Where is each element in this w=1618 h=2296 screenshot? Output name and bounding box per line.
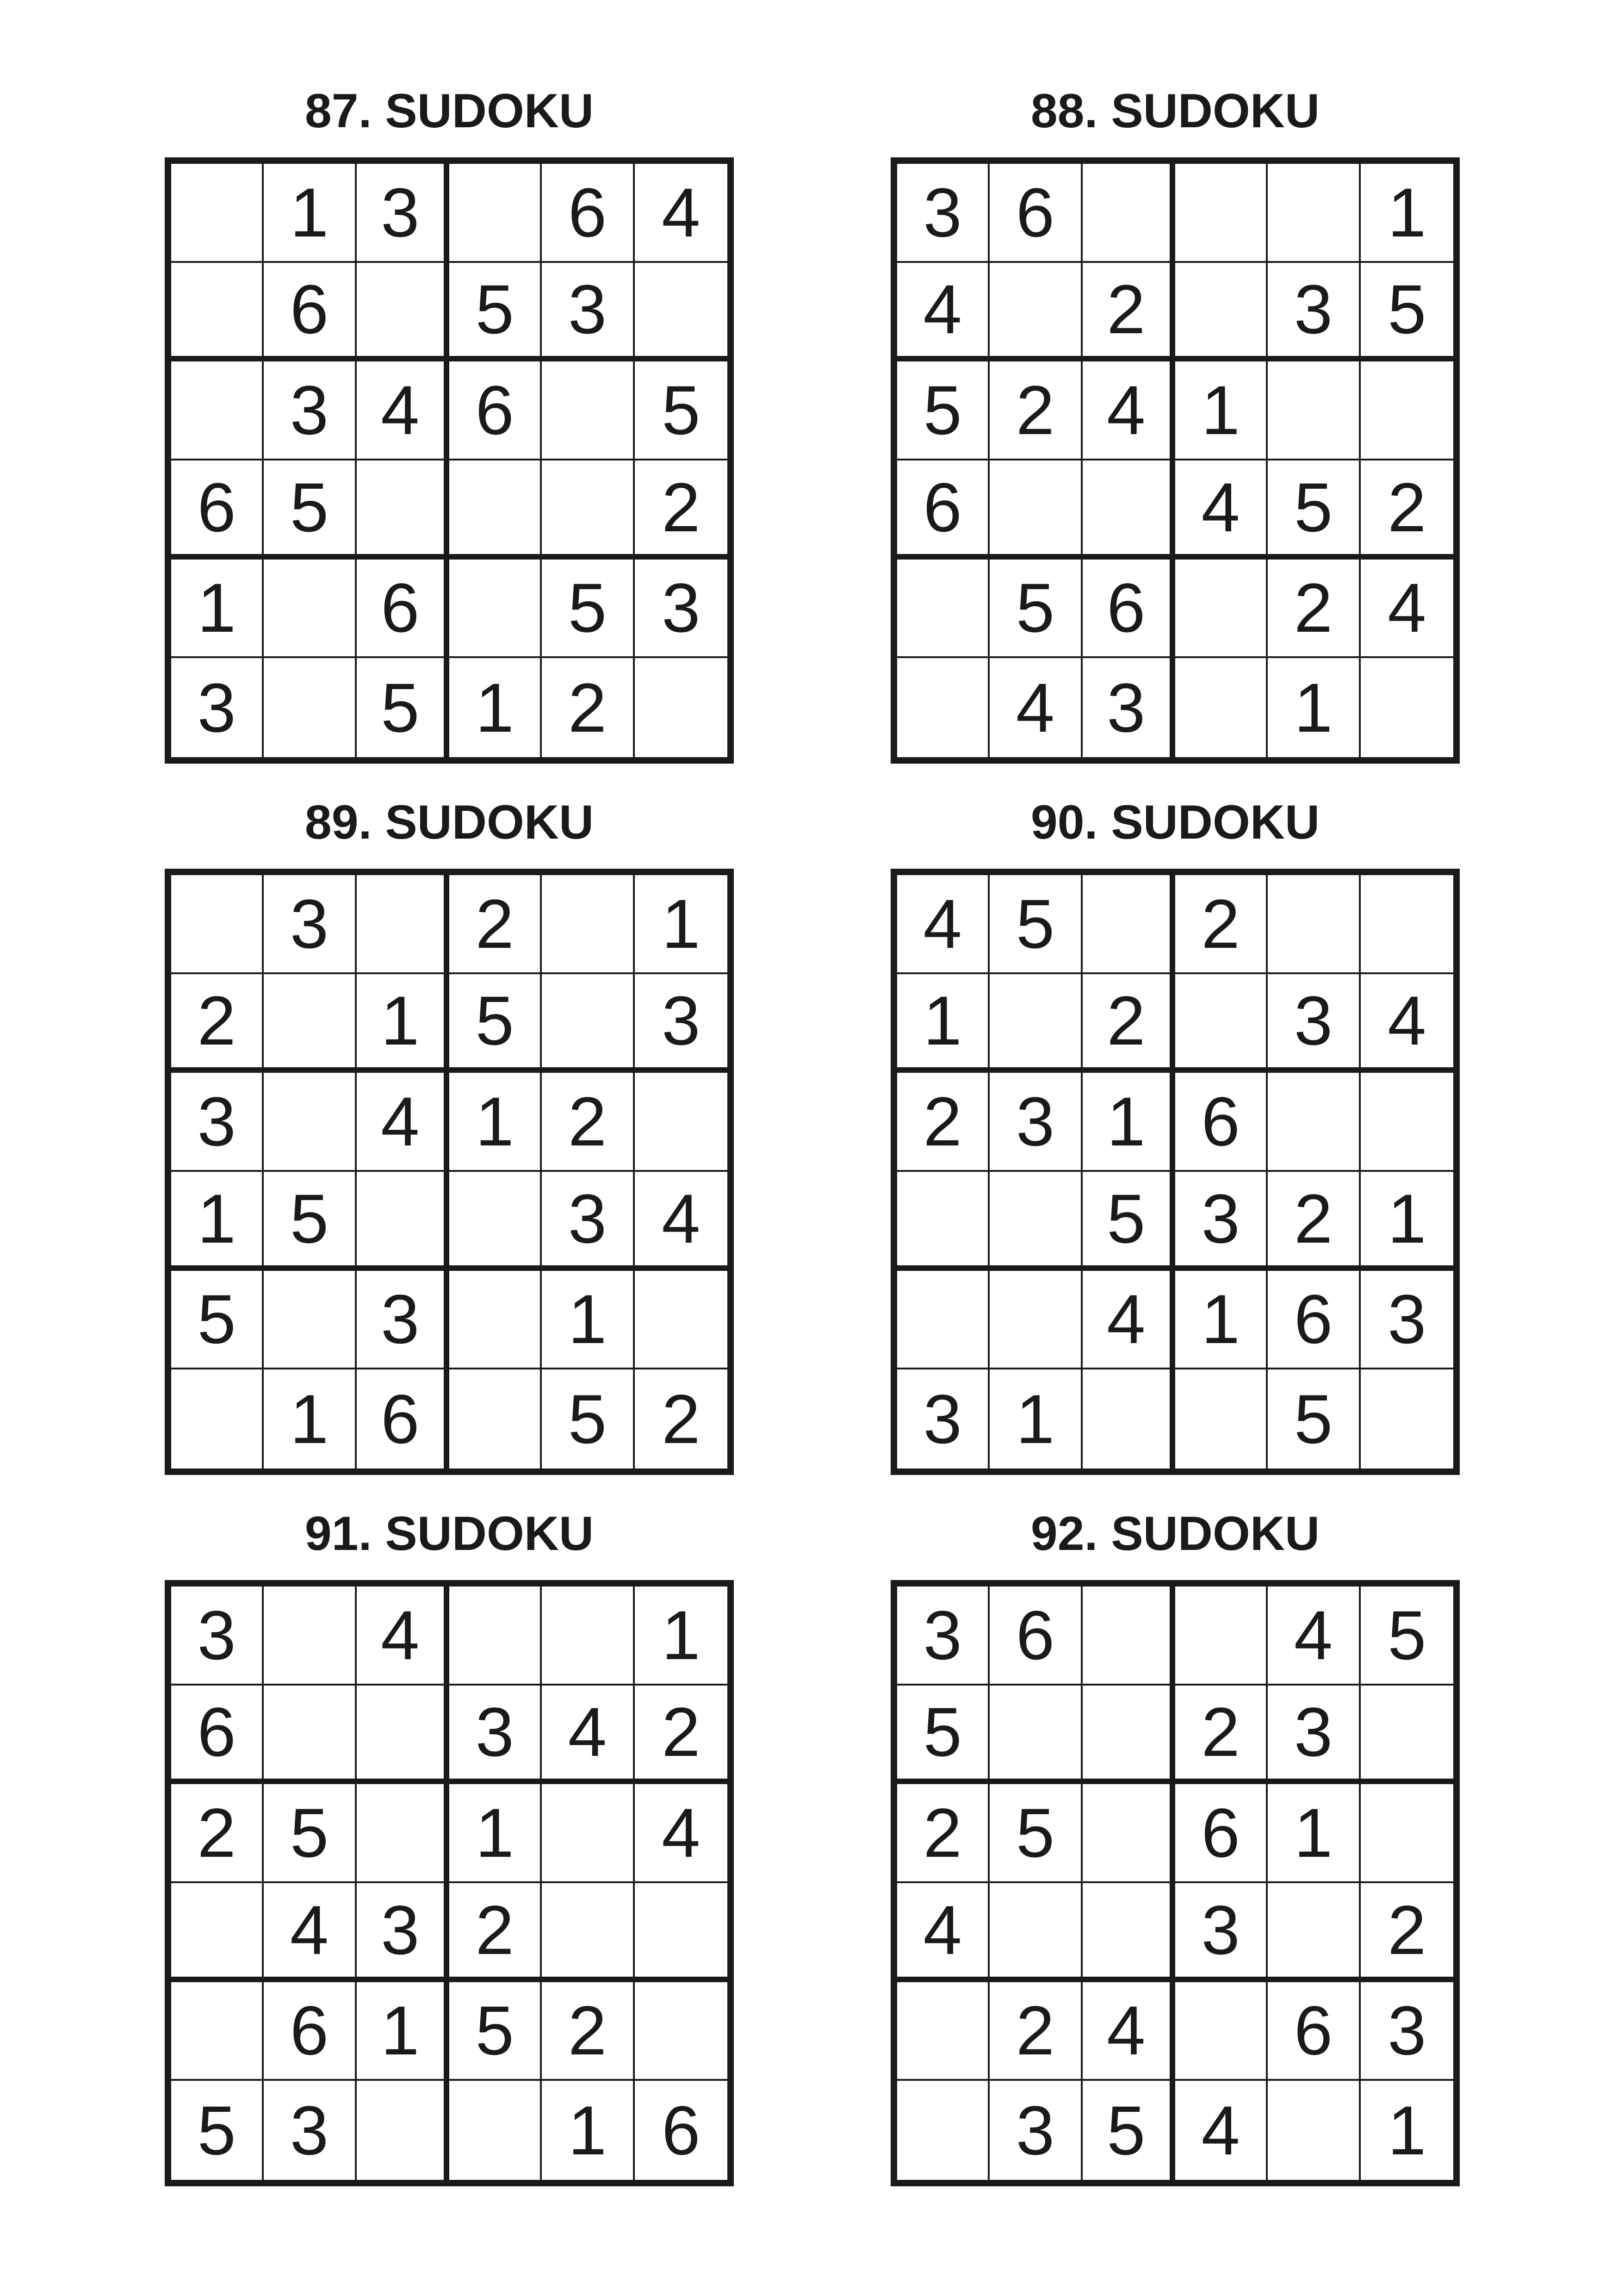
grid-cell: 2 xyxy=(990,1982,1082,2081)
grid-cell: 5 xyxy=(1361,263,1453,362)
grid-cell: 3 xyxy=(897,1587,990,1686)
grid-cell xyxy=(264,658,356,757)
grid-cell xyxy=(357,263,449,362)
grid-cell: 5 xyxy=(1268,1369,1360,1468)
sudoku-grid xyxy=(891,157,1460,764)
grid-cell xyxy=(357,875,449,974)
grid-cell xyxy=(449,164,542,263)
grid-cell xyxy=(357,460,449,560)
grid-cell: 1 xyxy=(897,974,990,1073)
grid-cell: 6 xyxy=(357,1369,449,1468)
grid-cell: 5 xyxy=(171,2081,264,2180)
grid-cell: 1 xyxy=(542,1271,634,1370)
grid-cell: 5 xyxy=(1083,2081,1175,2180)
grid-cell: 5 xyxy=(357,658,449,757)
grid-cell: 4 xyxy=(542,1686,634,1785)
grid-cell: 6 xyxy=(1175,1073,1268,1172)
grid-cell: 3 xyxy=(635,974,727,1073)
grid-cell: 1 xyxy=(1268,658,1360,757)
grid-cell: 3 xyxy=(171,658,264,757)
grid-cell: 1 xyxy=(542,2081,634,2180)
grid-cell: 2 xyxy=(1268,560,1360,659)
grid-cell xyxy=(1083,1883,1175,1982)
grid-cell: 3 xyxy=(542,1172,634,1271)
grid-cell: 2 xyxy=(542,658,634,757)
grid-cell xyxy=(1175,164,1268,263)
grid-cell: 5 xyxy=(1268,460,1360,560)
grid-cell: 6 xyxy=(542,164,634,263)
grid-cell: 1 xyxy=(449,658,542,757)
grid-cell: 3 xyxy=(990,1073,1082,1172)
grid-cell: 2 xyxy=(171,974,264,1073)
grid-cell xyxy=(264,1073,356,1172)
grid-cell: 5 xyxy=(990,560,1082,659)
grid-cell: 4 xyxy=(897,1883,990,1982)
grid-cell xyxy=(1175,1587,1268,1686)
grid-cell xyxy=(1361,875,1453,974)
grid-cell xyxy=(1083,1587,1175,1686)
grid-cell: 5 xyxy=(264,1784,356,1883)
grid-cell xyxy=(1175,1982,1268,2081)
grid-cell: 4 xyxy=(1175,2081,1268,2180)
grid-cell xyxy=(1268,1073,1360,1172)
grid-cell: 6 xyxy=(357,560,449,659)
grid-cell: 6 xyxy=(171,460,264,560)
grid-cell xyxy=(635,263,727,362)
grid-cell: 4 xyxy=(1361,974,1453,1073)
grid-cell: 6 xyxy=(264,1982,356,2081)
grid-cell: 3 xyxy=(357,1271,449,1370)
grid-cell xyxy=(1175,974,1268,1073)
grid-cell: 2 xyxy=(635,460,727,560)
grid-cell: 3 xyxy=(1083,658,1175,757)
grid-cell: 1 xyxy=(171,1172,264,1271)
grid-cell xyxy=(264,560,356,659)
grid-cell: 1 xyxy=(635,875,727,974)
grid-cell: 5 xyxy=(897,1686,990,1785)
grid-cell: 4 xyxy=(990,658,1082,757)
grid-cell xyxy=(1361,1784,1453,1883)
grid-cell: 4 xyxy=(1083,1271,1175,1370)
grid-cell: 2 xyxy=(449,1883,542,1982)
grid-cell: 2 xyxy=(542,1073,634,1172)
grid-cell xyxy=(1268,164,1360,263)
grid-cell xyxy=(542,460,634,560)
grid-cell: 3 xyxy=(357,1883,449,1982)
grid-cell: 6 xyxy=(171,1686,264,1785)
grid-cell: 4 xyxy=(897,875,990,974)
grid-cell xyxy=(171,1369,264,1468)
grid-cell: 2 xyxy=(1175,1686,1268,1785)
grid-cell: 5 xyxy=(171,1271,264,1370)
grid-cell: 2 xyxy=(1361,1883,1453,1982)
grid-cell: 2 xyxy=(171,1784,264,1883)
grid-cell: 4 xyxy=(1175,460,1268,560)
puzzle-title: 89. SUDOKU xyxy=(304,796,594,849)
grid-cell xyxy=(449,1271,542,1370)
grid-cell: 5 xyxy=(990,875,1082,974)
grid-cell: 3 xyxy=(171,1587,264,1686)
grid-cell xyxy=(897,658,990,757)
grid-cell xyxy=(897,1172,990,1271)
grid-cell: 1 xyxy=(1268,1784,1360,1883)
grid-cell xyxy=(635,1883,727,1982)
grid-cell: 5 xyxy=(542,560,634,659)
grid-cell xyxy=(449,460,542,560)
grid-cell: 1 xyxy=(357,1982,449,2081)
grid-cell xyxy=(357,1172,449,1271)
grid-cell: 4 xyxy=(897,263,990,362)
grid-cell xyxy=(897,1271,990,1370)
grid-cell: 2 xyxy=(897,1073,990,1172)
grid-cell: 4 xyxy=(635,1172,727,1271)
grid-cell xyxy=(1175,263,1268,362)
grid-cell: 6 xyxy=(1175,1784,1268,1883)
grid-cell: 5 xyxy=(897,361,990,460)
grid-cell xyxy=(1268,2081,1360,2180)
grid-cell: 2 xyxy=(1268,1172,1360,1271)
grid-cell xyxy=(542,361,634,460)
grid-cell: 2 xyxy=(990,361,1082,460)
grid-cell xyxy=(171,1982,264,2081)
grid-cell: 3 xyxy=(897,164,990,263)
grid-cell xyxy=(264,1587,356,1686)
grid-cell xyxy=(542,1587,634,1686)
grid-cell: 4 xyxy=(357,1587,449,1686)
grid-cell xyxy=(542,974,634,1073)
grid-cell: 2 xyxy=(662,1380,701,1458)
grid-cell xyxy=(542,1883,634,1982)
grid-cell: 6 xyxy=(1268,1271,1360,1370)
grid-cell xyxy=(635,1982,727,2081)
grid-cell: 3 xyxy=(264,875,356,974)
grid-cell: 4 xyxy=(1361,560,1453,659)
grid-cell xyxy=(990,974,1082,1073)
grid-cell: 5 xyxy=(449,974,542,1073)
sudoku-grid xyxy=(891,869,1460,1475)
grid-cell xyxy=(171,1883,264,1982)
grid-cell xyxy=(1361,1686,1453,1785)
grid-cell xyxy=(1361,1369,1453,1468)
grid-cell xyxy=(1361,658,1453,757)
grid-cell: 1 xyxy=(1361,164,1453,263)
grid-cell xyxy=(990,1883,1082,1982)
grid-cell: 3 xyxy=(542,263,634,362)
grid-cell xyxy=(897,560,990,659)
grid-cell: 4 xyxy=(1268,1587,1360,1686)
grid-cell: 2 xyxy=(635,1686,727,1785)
grid-cell xyxy=(171,263,264,362)
grid-cell: 2 xyxy=(897,1784,990,1883)
grid-cell: 3 xyxy=(635,560,727,659)
grid-cell xyxy=(1361,1073,1453,1172)
grid-cell: 2 xyxy=(449,875,542,974)
grid-cell: 4 xyxy=(357,1073,449,1172)
grid-cell xyxy=(357,1784,449,1883)
grid-cell xyxy=(1175,658,1268,757)
grid-cell: 1 xyxy=(449,1073,542,1172)
grid-cell: 5 xyxy=(1083,1172,1175,1271)
grid-cell xyxy=(449,1587,542,1686)
grid-cell: 3 xyxy=(1268,974,1360,1073)
grid-cell xyxy=(171,361,264,460)
grid-cell xyxy=(990,1686,1082,1785)
grid-cell: 5 xyxy=(264,460,356,560)
grid-cell: 4 xyxy=(1083,1982,1175,2081)
grid-cell xyxy=(1083,1686,1175,1785)
grid-cell: 1 xyxy=(449,1784,542,1883)
grid-cell: 5 xyxy=(635,361,727,460)
grid-cell: 5 xyxy=(449,263,542,362)
grid-cell xyxy=(897,1982,990,2081)
grid-cell: 6 xyxy=(1268,1982,1360,2081)
grid-cell xyxy=(264,974,356,1073)
grid-cell xyxy=(357,1686,449,1785)
grid-cell xyxy=(357,2081,449,2180)
sudoku-grid xyxy=(165,869,734,1475)
grid-cell: 6 xyxy=(449,361,542,460)
puzzle-title: 91. SUDOKU xyxy=(304,1507,594,1561)
grid-cell: 6 xyxy=(990,1587,1082,1686)
sudoku-grid xyxy=(165,1580,734,2186)
grid-cell: 2 xyxy=(1175,875,1268,974)
grid-cell: 3 xyxy=(1268,1686,1360,1785)
grid-cell: 5 xyxy=(449,1982,542,2081)
grid-cell: 3 xyxy=(1268,263,1360,362)
grid-cell xyxy=(171,875,264,974)
grid-cell: 5 xyxy=(990,1784,1082,1883)
grid-cell xyxy=(1268,361,1360,460)
grid-cell: 1 xyxy=(1083,1073,1175,1172)
grid-cell: 2 xyxy=(542,1982,634,2081)
grid-cell xyxy=(635,658,727,757)
sudoku-grid xyxy=(891,1580,1460,2186)
grid-cell xyxy=(264,1271,356,1370)
grid-cell xyxy=(1268,1883,1360,1982)
grid-cell xyxy=(990,1172,1082,1271)
grid-cell: 6 xyxy=(897,460,990,560)
grid-cell: 3 xyxy=(264,2081,356,2180)
grid-cell: 6 xyxy=(1083,560,1175,659)
grid-cell: 3 xyxy=(990,2081,1082,2180)
grid-cell xyxy=(990,460,1082,560)
grid-cell xyxy=(635,1271,727,1370)
grid-cell xyxy=(1175,1369,1268,1468)
grid-cell: 4 xyxy=(635,164,727,263)
grid-cell: 1 xyxy=(171,560,264,659)
grid-cell xyxy=(449,1369,542,1468)
grid-cell xyxy=(1083,1369,1175,1468)
grid-cell xyxy=(1083,164,1175,263)
grid-cell: 2 xyxy=(1083,974,1175,1073)
grid-cell: 3 xyxy=(1361,1271,1453,1370)
grid-cell: 5 xyxy=(264,1172,356,1271)
grid-cell: 4 xyxy=(357,361,449,460)
grid-cell: 3 xyxy=(1175,1883,1268,1982)
grid-cell: 3 xyxy=(897,1369,990,1468)
grid-cell xyxy=(171,164,264,263)
grid-cell: 2 xyxy=(1083,263,1175,362)
grid-cell xyxy=(990,1271,1082,1370)
grid-cell: 2 xyxy=(1361,460,1453,560)
grid-cell: 3 xyxy=(264,361,356,460)
grid-cell xyxy=(1083,875,1175,974)
grid-cell xyxy=(990,263,1082,362)
grid-cell: 6 xyxy=(264,263,356,362)
grid-cell: 1 xyxy=(1175,1271,1268,1370)
grid-cell: 1 xyxy=(264,1369,356,1468)
grid-cell: 1 xyxy=(1388,2091,1426,2170)
grid-cell xyxy=(1268,875,1360,974)
grid-cell xyxy=(449,2081,542,2180)
grid-cell xyxy=(542,875,634,974)
puzzle-title: 90. SUDOKU xyxy=(1030,796,1320,849)
grid-cell xyxy=(264,1686,356,1785)
grid-cell: 1 xyxy=(1361,1172,1453,1271)
puzzle-title: 92. SUDOKU xyxy=(1030,1507,1320,1561)
grid-cell: 1 xyxy=(264,164,356,263)
grid-cell: 4 xyxy=(264,1883,356,1982)
grid-cell xyxy=(449,1172,542,1271)
grid-cell: 3 xyxy=(449,1686,542,1785)
grid-cell xyxy=(635,1073,727,1172)
grid-cell: 1 xyxy=(990,1369,1082,1468)
grid-cell xyxy=(449,560,542,659)
grid-cell: 3 xyxy=(1361,1982,1453,2081)
grid-cell xyxy=(542,1784,634,1883)
sudoku-grid xyxy=(165,157,734,764)
grid-cell xyxy=(1175,560,1268,659)
grid-cell: 1 xyxy=(357,974,449,1073)
grid-cell: 1 xyxy=(1175,361,1268,460)
grid-cell: 4 xyxy=(1083,361,1175,460)
grid-cell: 3 xyxy=(357,164,449,263)
grid-cell xyxy=(897,2081,990,2180)
grid-cell: 3 xyxy=(1175,1172,1268,1271)
grid-cell xyxy=(1361,361,1453,460)
grid-cell: 6 xyxy=(662,2091,701,2170)
grid-cell xyxy=(1083,460,1175,560)
grid-cell: 5 xyxy=(542,1369,634,1468)
grid-cell xyxy=(1083,1784,1175,1883)
grid-cell: 6 xyxy=(990,164,1082,263)
grid-cell: 1 xyxy=(635,1587,727,1686)
puzzle-title: 87. SUDOKU xyxy=(304,84,594,138)
grid-cell: 4 xyxy=(635,1784,727,1883)
puzzle-title: 88. SUDOKU xyxy=(1030,84,1320,138)
grid-cell: 3 xyxy=(171,1073,264,1172)
grid-cell: 5 xyxy=(1361,1587,1453,1686)
